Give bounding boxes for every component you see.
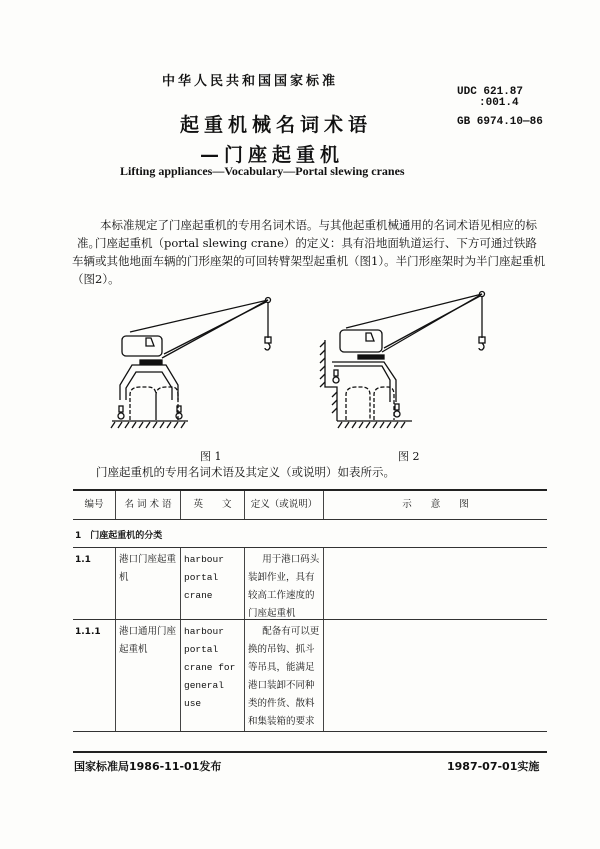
header-term: 名 词 术 语: [116, 491, 181, 519]
table-row: [73, 548, 547, 620]
cell-number: 1.1: [73, 548, 116, 619]
cell-term: 港口通用门座起重机: [116, 620, 181, 731]
title-cn: 起重机械名词术语: [180, 114, 373, 136]
effective-date: 1987-07-01实施: [447, 760, 540, 773]
table-row: [73, 620, 547, 732]
udc-line2: :001.4: [479, 97, 519, 109]
udc-line1: UDC 621.87: [457, 86, 524, 98]
intro-paragraph: 本标准规定了门座起重机的专用名词术语。与其他起重机械通用的名词术语见相应的标准。: [77, 218, 537, 250]
header-definition: 定义（或说明）: [245, 491, 324, 519]
issue-date: 国家标准局1986-11-01发布: [74, 760, 222, 773]
cell-definition: 配备有可以更换的吊钩、抓斗等吊具，能满足港口装卸不同种类的件货、散料和集装箱的要求: [245, 620, 324, 731]
cell-english: harbour portal crane: [181, 548, 245, 619]
subtitle-cn: —门座起重机: [200, 144, 345, 166]
cell-number: 1.1.1: [73, 620, 116, 731]
gb-number: GB 6974.10—86: [457, 116, 543, 128]
udc-code: [457, 87, 523, 109]
cell-diagram: [324, 548, 547, 619]
terms-table: [73, 489, 547, 732]
cell-english: harbour portal crane for general use: [181, 620, 245, 731]
cell-definition: 用于港口码头装卸作业，具有较高工作速度的门座起重机: [245, 548, 324, 619]
table-header-row: [73, 491, 547, 520]
title-en: Lifting appliances—Vocabulary—Portal slewing cranes: [120, 164, 405, 178]
header-number: 编号: [73, 491, 116, 519]
semi-portal-crane-figure-2: [320, 292, 485, 429]
cell-diagram: [324, 620, 547, 731]
header-diagram: 示 意 图: [402, 499, 469, 510]
figure-1-caption: 图 1: [200, 450, 222, 463]
crane-figures: [100, 280, 500, 430]
figure-2-caption: 图 2: [398, 450, 420, 463]
cell-term: 港口门座起重机: [116, 548, 181, 619]
header-english: 英 文: [181, 491, 245, 519]
section-heading: 1 门座起重机的分类: [73, 520, 547, 548]
footer-divider: [73, 751, 547, 753]
table-intro: 门座起重机的专用名词术语及其定义（或说明）如表所示。: [96, 465, 395, 479]
issuing-org: 中华人民共和国国家标准: [162, 74, 339, 89]
portal-crane-figure-1: [111, 298, 271, 429]
definition-paragraph: 门座起重机（portal slewing crane）的定义：具有沿地面轨道运行、下方可通过铁路车辆或其他地面车辆的门形座架的可回转臂架型起重机（图1）。半门形座架时为半门座起重机（图2）。: [72, 236, 546, 286]
